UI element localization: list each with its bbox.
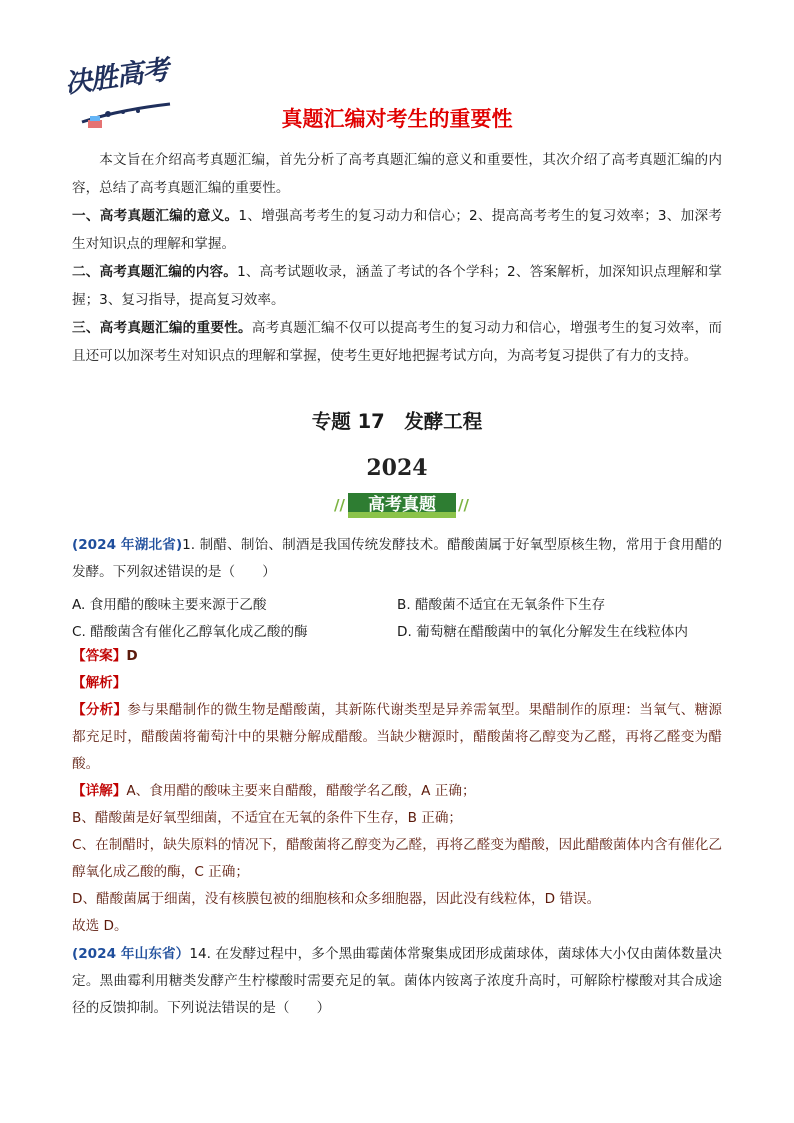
point-2 <box>72 258 722 314</box>
intro-paragraph <box>72 146 722 202</box>
intro-text: 本文旨在介绍高考真题汇编，首先分析了高考真题汇编的意义和重要性，其次介绍了高考真题汇编的内容，总结了高考真题汇编的重要性。 <box>72 152 722 196</box>
year-heading: 2024 <box>366 455 428 481</box>
analysis-line <box>72 670 722 697</box>
badge-label: 高考真题 <box>368 495 436 515</box>
question-2-source: (2024 年山东省） <box>72 946 190 962</box>
option-b: B. 醋酸菌不适宜在无氧条件下生存 <box>397 597 606 613</box>
analysis-label: 【解析】 <box>72 675 127 691</box>
slash-decoration-icon: // <box>334 496 345 514</box>
answer-label: 【答案】 <box>72 648 127 664</box>
question-1-source: (2024 年湖北省) <box>72 537 183 553</box>
logo-text: 决胜高考 <box>62 54 171 100</box>
point-1-head: 一、高考真题汇编的意义。 <box>72 208 239 224</box>
answer-line <box>72 643 722 670</box>
conclusion: 故选 D。 <box>72 918 128 934</box>
fenxi-text: 参与果醋制作的微生物是醋酸菌，其新陈代谢类型是异养需氧型。果醋制作的原理：当氧气、糖源都充足时，醋酸菌将葡萄汁中的果糖分解成醋酸。当缺少糖源时，醋酸菌将乙醇变为乙醛，再将乙醛变为醋酸。 <box>72 702 723 772</box>
option-c: C. 醋酸菌含有催化乙醇氧化成乙酸的酶 <box>72 624 308 640</box>
question-2-text: 14. 在发酵过程中，多个黑曲霉菌体常聚集成团形成菌球体，菌球体大小仅由菌体数量决定。黑曲霉利用糖类发酵产生柠檬酸时需要充足的氧。菌体内铵离子浓度升高时，可解除柠檬酸对其合成途径的反馈抑制。下列说法错误的是（ ） <box>72 946 723 1016</box>
detail-c: C、在制醋时，缺失原料的情况下，醋酸菌将乙醇变为乙醛，再将乙醛变为醋酸，因此醋酸菌体内含有催化乙醇氧化成乙酸的酶，C 正确； <box>72 837 722 880</box>
detail-a <box>72 778 722 805</box>
question-2-stem <box>72 941 722 1022</box>
option-a: A. 食用醋的酸味主要来源于乙酸 <box>72 597 267 613</box>
point-2-body: 1、高考试题收录，涵盖了考试的各个学科；2、答案解析，加深知识点理解和掌握；3、复习指导，提高复习效率。 <box>72 264 723 308</box>
point-1 <box>72 202 722 258</box>
point-3-head: 三、高考真题汇编的重要性。 <box>72 320 252 336</box>
point-3 <box>72 314 722 370</box>
point-2-head: 二、高考真题汇编的内容。 <box>72 264 238 280</box>
detail-b: B、醋酸菌是好氧型细菌，不适宜在无氧的条件下生存，B 正确； <box>72 810 463 826</box>
option-d: D. 葡萄糖在醋酸菌中的氧化分解发生在线粒体内 <box>397 624 688 640</box>
answer-value: D <box>126 648 138 664</box>
fenxi-label: 【分析】 <box>72 702 128 718</box>
slash-decoration-icon: // <box>458 496 469 514</box>
detail-a-text: A、食用醋的酸味主要来自醋酸，醋酸学名乙酸，A 正确； <box>126 783 476 799</box>
point-3-body: 高考真题汇编不仅可以提高考生的复习动力和信心，增强考生的复习效率，而且还可以加深考生对知识点的理解和掌握，使考生更好地把握考试方向，为高考复习提供了有力的支持。 <box>72 320 723 364</box>
question-1-text: 1. 制醋、制饴、制酒是我国传统发酵技术。醋酸菌属于好氧型原核生物，常用于食用醋的发酵。下列叙述错误的是（ ） <box>72 537 722 580</box>
section-title: 专题 17 发酵工程 <box>311 410 483 433</box>
question-1-stem <box>72 532 722 586</box>
detail-d: D、醋酸菌属于细菌，没有核膜包被的细胞核和众多细胞器，因此没有线粒体，D 错误。 <box>72 891 601 907</box>
page-title: 真题汇编对考生的重要性 <box>281 107 513 131</box>
point-1-body: 1、增强高考考生的复习动力和信心；2、提高高考考生的复习效率；3、加深考生对知识点的理解和掌握。 <box>72 208 723 252</box>
detail-label: 【详解】 <box>72 783 127 799</box>
exam-badge <box>334 490 470 520</box>
fenxi-paragraph <box>72 697 722 778</box>
